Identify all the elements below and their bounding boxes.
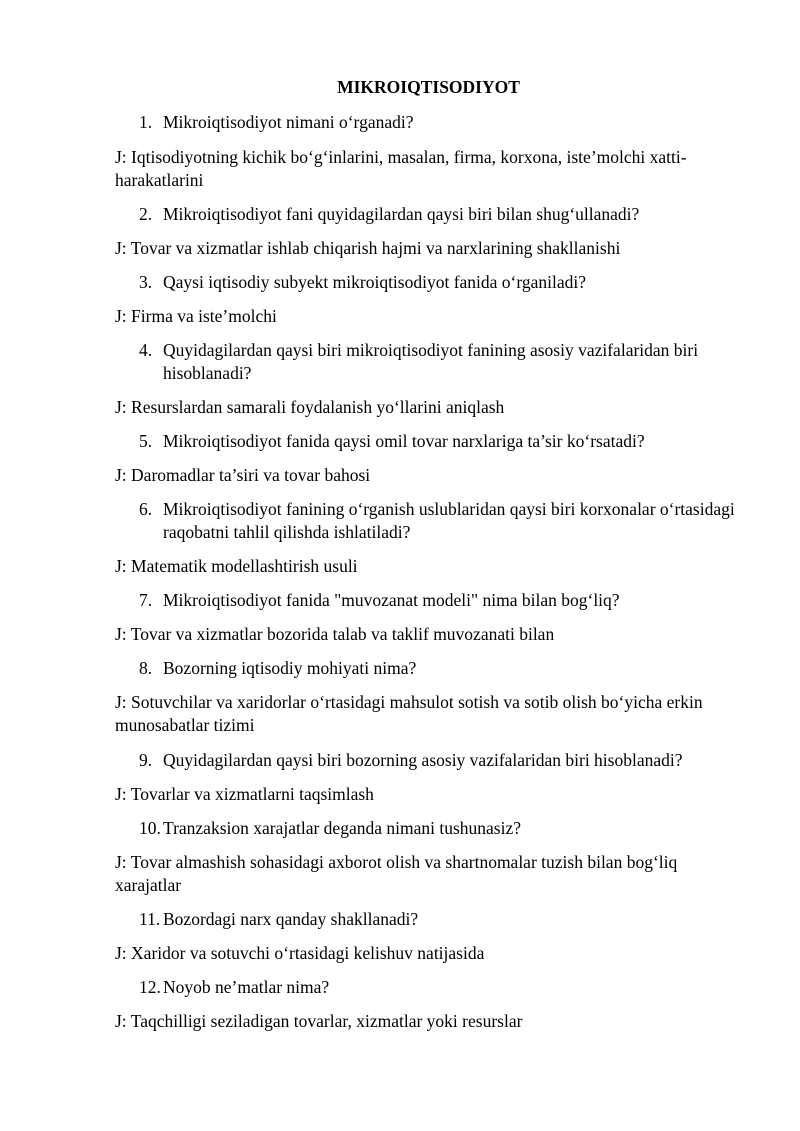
- question-number: 9.: [139, 750, 153, 770]
- question-text: Quyidagilardan qaysi biri mikroiqtisodiyot fanining asosiy vazifalaridan biri hisoblanadi?: [163, 340, 699, 383]
- question-item: [139, 589, 759, 612]
- question-item: [139, 111, 759, 134]
- question-number: 12.: [139, 977, 161, 997]
- question-text: Bozordagi narx qanday shakllanadi?: [163, 909, 419, 929]
- question-number: 10.: [139, 818, 161, 838]
- question-text: Noyob ne’matlar nima?: [163, 977, 330, 997]
- question-number: 2.: [139, 204, 153, 224]
- question-item: [139, 749, 759, 772]
- question-item: [139, 203, 759, 226]
- question-item: [139, 339, 759, 385]
- question-number: 7.: [139, 590, 153, 610]
- answer-text: J: Tovarlar va xizmatlarni taqsimlash: [115, 784, 374, 804]
- document-title: MIKROIQTISODIYOT: [337, 77, 520, 97]
- question-item: [139, 657, 759, 680]
- question-text: Mikroiqtisodiyot nimani o‘rganadi?: [163, 112, 414, 132]
- question-number: 6.: [139, 499, 153, 519]
- answer-text: J: Firma va iste’molchi: [115, 306, 277, 326]
- answer-text: J: Tovar va xizmatlar ishlab chiqarish hajmi va narxlarining shakllanishi: [115, 238, 621, 258]
- answer-text: J: Sotuvchilar va xaridorlar o‘rtasidagi mahsulot sotish va sotib olish bo‘yicha erkin munosabatlar tizimi: [115, 692, 703, 735]
- question-text: Quyidagilardan qaysi biri bozorning asosiy vazifalaridan biri hisoblanadi?: [163, 750, 683, 770]
- answer-text: J: Daromadlar ta’siri va tovar bahosi: [115, 465, 371, 485]
- question-number: 5.: [139, 431, 153, 451]
- answer-text: J: Tovar almashish sohasidagi axborot olish va shartnomalar tuzish bilan bog‘liq xarajatlar: [115, 852, 678, 895]
- question-item: [139, 271, 759, 294]
- answer-text: J: Tovar va xizmatlar bozorida talab va taklif muvozanati bilan: [115, 624, 555, 644]
- question-item: [139, 976, 759, 999]
- question-text: Mikroiqtisodiyot fanining o‘rganish uslublaridan qaysi biri korxonalar o‘rtasidagi raqobatni tahlil qilishda ishlatiladi?: [163, 499, 735, 542]
- question-number: 11.: [139, 909, 161, 929]
- question-item: [139, 817, 759, 840]
- question-number: 1.: [139, 112, 153, 132]
- question-text: Qaysi iqtisodiy subyekt mikroiqtisodiyot fanida o‘rganiladi?: [163, 272, 587, 292]
- question-item: [139, 430, 759, 453]
- question-number: 8.: [139, 658, 153, 678]
- question-number: 3.: [139, 272, 153, 292]
- question-text: Mikroiqtisodiyot fani quyidagilardan qaysi biri bilan shug‘ullanadi?: [163, 204, 640, 224]
- question-item: [139, 498, 759, 544]
- answer-text: J: Resurslardan samarali foydalanish yo‘llarini aniqlash: [115, 397, 505, 417]
- answer-text: J: Matematik modellashtirish usuli: [115, 556, 358, 576]
- question-item: [139, 908, 759, 931]
- question-text: Bozorning iqtisodiy mohiyati nima?: [163, 658, 417, 678]
- question-text: Mikroiqtisodiyot fanida "muvozanat modeli" nima bilan bog‘liq?: [163, 590, 620, 610]
- answer-text: J: Taqchilligi seziladigan tovarlar, xizmatlar yoki resurslar: [115, 1011, 523, 1031]
- answer-text: J: Xaridor va sotuvchi o‘rtasidagi kelishuv natijasida: [115, 943, 485, 963]
- question-text: Tranzaksion xarajatlar deganda nimani tushunasiz?: [163, 818, 521, 838]
- question-text: Mikroiqtisodiyot fanida qaysi omil tovar narxlariga ta’sir ko‘rsatadi?: [163, 431, 645, 451]
- answer-text: J: Iqtisodiyotning kichik bo‘g‘inlarini, masalan, firma, korxona, iste’molchi xatti-harakatlarini: [115, 147, 687, 190]
- question-number: 4.: [139, 340, 153, 360]
